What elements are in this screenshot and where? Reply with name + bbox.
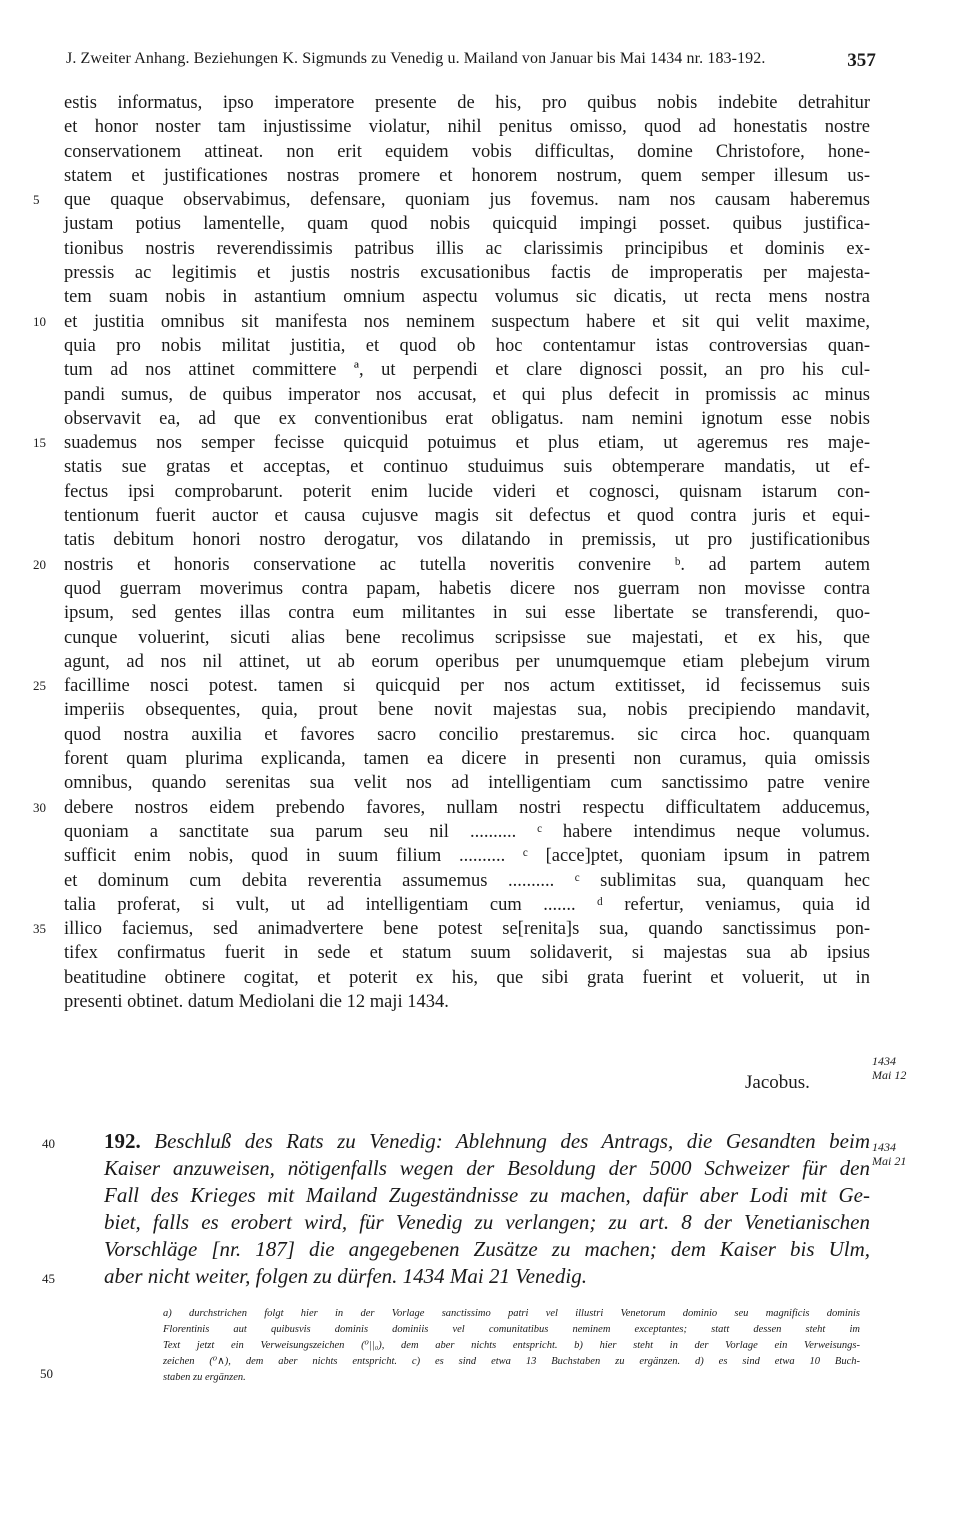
running-title: J. Zweiter Anhang. Beziehungen K. Sigmunds zu Venedig u. Mailand von Januar bis Mai 1434 nr. 183-192.	[66, 50, 766, 67]
line-text: que quaque observabimus, defensare, quoniam jus fovemus. nam nos causam haberemus	[64, 190, 870, 211]
line-text: statem et justificationes nostras promere et honorem nostrum, quem semper illesum us-	[64, 165, 870, 186]
margin-date-day: Mai 12	[872, 1068, 907, 1082]
footnote-line: Text jetzt ein Verweisungszeichen (⁰||₀), dem aber nichts entspricht. b) hier steht in der Vorlage ein Verweisungs-	[163, 1340, 860, 1351]
line-text: statis sue gratas et acceptas, et continuo studuimus suis obtemperare mandatis, ut ef-	[64, 457, 870, 478]
signature: Jacobus.	[745, 1072, 810, 1093]
entry-text: Kaiser anzuweisen, nötigenfalls wegen der Besoldung der 5000 Schweizer für den	[104, 1156, 870, 1180]
text-line	[64, 91, 870, 115]
text-line	[64, 723, 870, 747]
text-line	[33, 674, 870, 698]
text-line	[64, 626, 870, 650]
line-text: estis informatus, ipso imperatore presente de his, pro quibus nobis indebite detrahitur	[64, 93, 870, 113]
text-line	[64, 455, 870, 479]
line-number: 30	[33, 799, 46, 815]
entry-line	[42, 1263, 870, 1290]
line-number: 45	[42, 1271, 55, 1286]
line-text: ipsum, sed gentes illas contra eum militantes in sui esse libertate se transferendi, quo-	[64, 603, 870, 624]
line-number: 25	[33, 678, 46, 694]
line-text: beatitudine obtinere cogitat, et poterit ex his, que sibi grata fuerint et voluerit, ut in	[64, 967, 870, 988]
line-text: et dominum cum debita reverentia assumemus .......... ᶜ sublimitas sua, quanquam hec	[64, 870, 870, 891]
text-line	[64, 966, 870, 990]
margin-date-day: Mai 21	[872, 1154, 907, 1168]
text-line	[64, 140, 870, 164]
line-text: quod nostra auxilia et favores sacro concilio prestaremus. sic circa hoc. quanquam	[64, 724, 870, 745]
line-number: 40	[42, 1136, 55, 1151]
text-line	[64, 334, 870, 358]
text-line	[33, 431, 870, 455]
line-number: 5	[33, 192, 40, 208]
entry-text: aber nicht weiter, folgen zu dürfen. 1434 Mai 21 Venedig.	[104, 1264, 587, 1288]
line-text: pressis ac legitimis et justis nostris excusationibus factis de improperatis per majesta-	[64, 263, 870, 284]
line-text: cunque voluerint, sicuti alias bene recolimus scripsisse sue majestati, et ex his, que	[64, 627, 870, 648]
line-text: presenti obtinet. datum Mediolani die 12 maji 1434.	[64, 991, 449, 1012]
line-text: tem suam nobis in astantium omnium aspectu volumus sic dicatis, ut recta mens nostra	[64, 287, 870, 308]
line-text: observavit ea, ad que ex conventionibus erat obligatus. nam nemini ignotum esse nobis	[64, 408, 870, 429]
text-line	[64, 601, 870, 625]
text-line	[64, 941, 870, 965]
entry-line	[104, 1182, 870, 1209]
footnote-line: zeichen (⁰∧), dem aber nichts entspricht. c) es sind etwa 13 Buchstaben zu ergänzen. d) es sind etwa 10 Buch-	[163, 1356, 860, 1367]
text-line	[33, 553, 870, 577]
margin-date-letter	[872, 1054, 906, 1082]
line-text: illico faciemus, sed animadvertere bene potest se[renita]s sua, quando sanctissimus pon-	[64, 919, 870, 940]
line-text: tionibus nostris reverendissimis patribus illis ac clarissimis principibus et dominis ex-	[64, 238, 870, 259]
line-text: talia proferat, si vult, ut ad intelligentiam cum ....... ᵈ refertur, veniamus, quia id	[64, 894, 870, 915]
text-line	[64, 504, 870, 528]
line-text: forent quam plurima explicanda, tamen ea dicere in presenti non curamus, quia omissis	[64, 749, 870, 770]
text-line	[64, 164, 870, 188]
text-line	[64, 480, 870, 504]
text-line	[33, 796, 870, 820]
entry-line	[104, 1155, 870, 1182]
line-text: fectus ipsi comprobarunt. poterit enim lucide videri et cognosci, quisnam istarum con-	[64, 481, 870, 502]
text-line	[64, 115, 870, 139]
text-line	[64, 844, 870, 868]
entry-text: Fall des Krieges mit Mailand Zugeständnisse zu machen, dafür aber Lodi mit Ge-	[104, 1183, 870, 1207]
entry-text: biet, falls es erobert wird, für Venedig zu verlangen; zu art. 8 der Venetianischen	[104, 1210, 870, 1234]
footnote-line: Florentinis aut quibusvis dominis dominiis vel comunitatibus neminem exceptantes; statt dessen steht im	[163, 1324, 860, 1335]
footnote-line: staben zu ergänzen.	[163, 1372, 246, 1383]
line-text: et justitia omnibus sit manifesta nos neminem suspectum habere et sit qui velit maxime,	[64, 311, 870, 332]
line-text: justam potius lamentelle, quam quod nobis quicquid impingi posset. quibus justifica-	[64, 214, 870, 235]
text-line	[64, 650, 870, 674]
entry-number: 192.	[104, 1129, 141, 1153]
line-text: nostris et honoris conservatione ac tutella noveritis convenire ᵇ. ad partem autem	[64, 554, 870, 575]
line-number: 15	[33, 435, 46, 451]
text-line	[64, 820, 870, 844]
line-text: et honor noster tam injustissime violatur, nihil penitus omisso, quod ad honestatis nostre	[64, 117, 870, 138]
line-text: tatis debitum honori nostro derogatur, vos dilatando in premissis, ut pro justificationibus	[64, 530, 870, 551]
margin-date-year: 1434	[872, 1140, 896, 1154]
text-line	[64, 771, 870, 795]
letter-body	[33, 91, 870, 1014]
line-text: omnibus, quando serenitas sua velit nos ad intelligentiam cum sanctissimo patre venire	[64, 773, 870, 794]
line-text: facillime nosci potest. tamen si quicquid per nos actum extitisset, id fecissemus suis	[64, 676, 870, 697]
line-text: agunt, ad nos nil attinet, ut ab eorum operibus per unumquemque etiam plebejum virum	[64, 651, 870, 672]
text-line	[64, 407, 870, 431]
text-line	[33, 310, 870, 334]
margin-date-year: 1434	[872, 1054, 896, 1068]
text-line	[64, 577, 870, 601]
line-number: 20	[33, 556, 46, 572]
entry-line	[42, 1128, 871, 1155]
text-line	[64, 212, 870, 236]
footnotes	[163, 1306, 860, 1386]
document-entry-192	[42, 1128, 871, 1290]
text-line	[64, 990, 870, 1014]
text-line	[64, 698, 870, 722]
text-line	[64, 285, 870, 309]
line-text: tifex confirmatus fuerit in sede et statum suum solidaverit, si majestas sua ab ipsius	[64, 943, 870, 964]
line-text: tum ad nos attinet committere ª, ut perpendi et clare dignosci possit, an pro his cul-	[64, 360, 870, 381]
footnote-line: a) durchstrichen folgt hier in der Vorlage sanctissimo patri vel illustri Venetorum dominio seu magnificis dominis	[163, 1308, 860, 1319]
line-text: tentionum fuerit auctor et causa cujusve magis sit defectus et quod contra juris et equi-	[64, 506, 870, 527]
line-text: imperiis obsequentes, quia, prout bene novit majestas sua, nobis precipiendo mandavit,	[64, 700, 870, 721]
line-text: sufficit enim nobis, quod in suum filium .......... ᶜ [acce]ptet, quoniam ipsum in patrem	[64, 846, 870, 867]
text-line	[64, 261, 870, 285]
margin-date-entry	[872, 1140, 906, 1168]
line-text: quod guerram moverimus contra papam, habetis dicere nos guerram non movisse contra	[64, 578, 870, 599]
entry-line	[104, 1236, 870, 1263]
line-text: debere nostros eidem prebendo favores, nullam nostri respectu difficultatem adducemus,	[64, 797, 870, 818]
line-number: 35	[33, 921, 46, 937]
line-text: quoniam a sanctitate sua parum seu nil .......... ᶜ habere intendimus neque volumus.	[64, 821, 870, 842]
text-line	[33, 917, 870, 941]
text-line	[64, 869, 870, 893]
line-text: quia pro nobis militat justitia, et quod ob hoc contentamur istas controversias quan-	[64, 335, 870, 356]
line-text: conservationem attineat. non erit equidem vobis difficultas, domine Christofore, hone-	[64, 141, 870, 162]
running-header	[66, 50, 876, 71]
text-line	[64, 237, 870, 261]
entry-text: Beschluß des Rats zu Venedig: Ablehnung des Antrags, die Gesandten beim	[154, 1129, 871, 1153]
text-line	[33, 188, 870, 212]
text-line	[64, 358, 870, 382]
line-text: suademus nos semper fecisse quicquid potuimus et plus etiam, ut ageremus res maje-	[64, 433, 870, 454]
text-line	[64, 528, 870, 552]
entry-line	[104, 1209, 870, 1236]
footnote-line-number: 50	[40, 1366, 53, 1381]
line-number: 10	[33, 313, 46, 329]
text-line	[64, 747, 870, 771]
page-number: 357	[847, 50, 876, 71]
text-line	[64, 893, 870, 917]
entry-text: Vorschläge [nr. 187] die angegebenen Zusätze zu machen; dem Kaiser bis Ulm,	[104, 1237, 870, 1261]
line-text: pandi sumus, de quibus imperator nos accusat, et qui plus defecit in promissis ac minus	[64, 384, 870, 405]
text-line	[64, 383, 870, 407]
